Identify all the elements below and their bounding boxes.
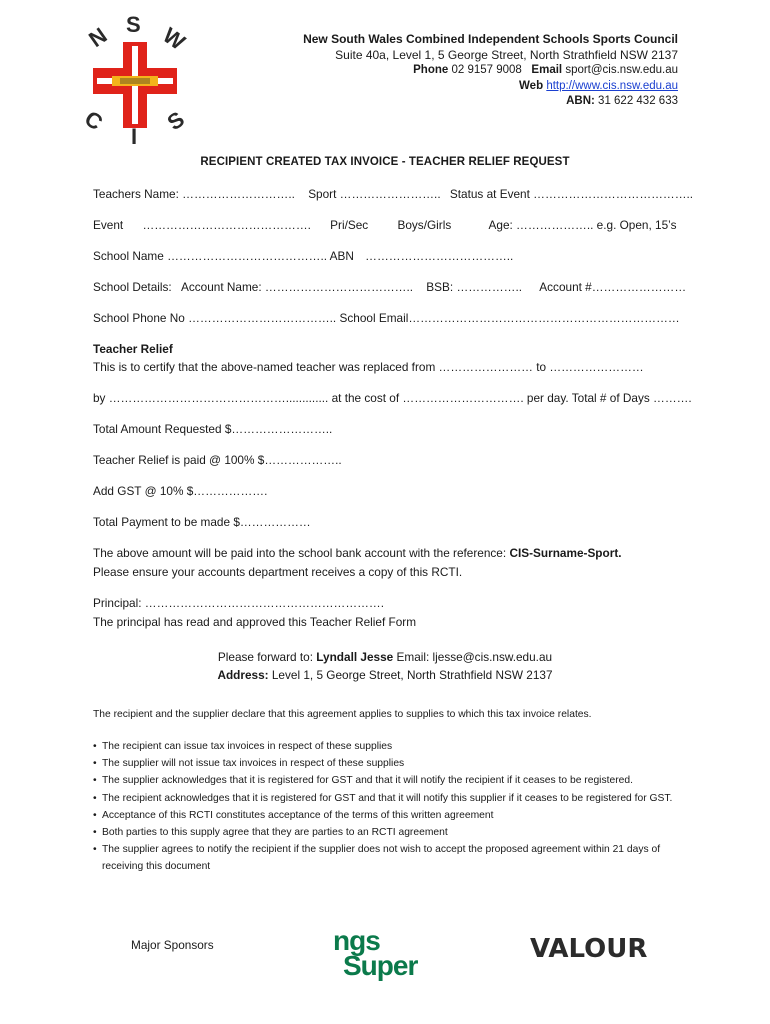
letterhead bbox=[303, 32, 678, 110]
forward-prefix: Please forward to: bbox=[217, 650, 317, 664]
org-address: Suite 40a, Level 1, 5 George Street, North Strathfield NSW 2137 bbox=[335, 47, 678, 62]
list-item: • The supplier will not issue tax invoices in respect of these supplies bbox=[93, 755, 693, 772]
paid-100-field[interactable]: Teacher Relief is paid @ 100% $……………….. bbox=[93, 453, 342, 467]
abn-line bbox=[303, 94, 678, 110]
school-phone-email-field[interactable]: School Phone No ……………………………….. School Email…………………………………………………………… bbox=[93, 311, 680, 325]
major-sponsors-label: Major Sponsors bbox=[131, 938, 214, 952]
email-value: sport@cis.nsw.edu.au bbox=[565, 64, 678, 76]
list-item: • Acceptance of this RCTI constitutes acceptance of the terms of this written agreement bbox=[93, 807, 693, 824]
forward-email: Email: ljesse@cis.nsw.edu.au bbox=[393, 650, 553, 664]
logo-letter-s2: S bbox=[162, 106, 189, 136]
contact-line bbox=[303, 63, 678, 79]
forward-address-line bbox=[0, 668, 770, 682]
abn-label: ABN: bbox=[566, 95, 595, 107]
prisec-field[interactable]: Pri/Sec bbox=[330, 218, 369, 232]
school-details-label: School Details: bbox=[93, 280, 172, 294]
boysgirls-field[interactable]: Boys/Girls bbox=[397, 218, 452, 232]
forward-contact-name: Lyndall Jesse bbox=[316, 650, 394, 664]
row-event bbox=[93, 218, 676, 232]
principal-field[interactable]: Principal: ……………………………………………………. bbox=[93, 596, 385, 610]
phone-value: 02 9157 9008 bbox=[451, 64, 522, 76]
list-item: • The recipient can issue tax invoices in respect of these supplies bbox=[93, 738, 693, 755]
row-school bbox=[93, 249, 513, 263]
org-name: New South Wales Combined Independent Schools Sports Council bbox=[303, 32, 678, 46]
total-payment-field[interactable]: Total Payment to be made $……………… bbox=[93, 515, 311, 529]
logo-letter-n: N bbox=[84, 22, 112, 53]
bsb-field[interactable]: BSB: …………….. bbox=[426, 280, 522, 294]
agreement-intro: The recipient and the supplier declare that this agreement applies to supplies to which this tax invoice relates. bbox=[93, 709, 592, 720]
status-field[interactable]: Status at Event ………………………………….. bbox=[449, 187, 694, 201]
account-number-field[interactable]: Account #…………………… bbox=[539, 280, 687, 294]
logo-letter-i: I bbox=[131, 124, 138, 147]
payment-reference: CIS-Surname-Sport. bbox=[509, 546, 622, 560]
age-field[interactable]: Age: ……………….. e.g. Open, 15’s bbox=[488, 218, 677, 232]
teacher-relief-heading: Teacher Relief bbox=[93, 342, 173, 356]
list-item: • The supplier acknowledges that it is registered for GST and that it will notify the recipient if it ceases to be registered. bbox=[93, 772, 693, 789]
row-school-details bbox=[93, 280, 686, 294]
account-name-field[interactable]: Account Name: ……………………………….. bbox=[180, 280, 414, 294]
paid-into-text: The above amount will be paid into the school bank account with the reference: bbox=[93, 546, 510, 560]
logo-letter-c: C bbox=[79, 105, 108, 136]
nsw-cis-logo bbox=[70, 12, 200, 147]
logo-letter-w: W bbox=[158, 22, 190, 55]
web-line bbox=[303, 79, 678, 95]
row-teacher bbox=[93, 187, 693, 201]
certify-line[interactable]: This is to certify that the above-named teacher was replaced from …………………… to …………………… bbox=[93, 360, 644, 374]
list-item: • The recipient acknowledges that it is registered for GST and that it will notify this supplier if it ceases to be registered for GST. bbox=[93, 790, 693, 807]
teachers-name-field[interactable]: Teachers Name: ……………………….. bbox=[93, 187, 295, 201]
agreement-list bbox=[93, 738, 693, 876]
school-name-field[interactable]: School Name ………………………………….. ABN bbox=[93, 249, 354, 263]
gst-field[interactable]: Add GST @ 10% $………………. bbox=[93, 484, 268, 498]
web-label: Web bbox=[519, 79, 544, 92]
address-label: Address: bbox=[217, 668, 269, 682]
document-title: RECIPIENT CREATED TAX INVOICE - TEACHER RELIEF REQUEST bbox=[200, 156, 570, 168]
paid-into-line bbox=[93, 544, 622, 563]
abn-value: 31 622 432 633 bbox=[598, 95, 678, 107]
school-abn-field[interactable]: ……………………………….. bbox=[365, 249, 514, 263]
list-item: • The supplier agrees to notify the recipient if the supplier does not wish to accept the proposed agreement within 21 days of receiving this document bbox=[93, 841, 693, 875]
phone-label: Phone bbox=[413, 64, 449, 76]
ngs-logo-bottom: Super bbox=[343, 950, 418, 981]
ensure-copy-text: Please ensure your accounts department receives a copy of this RCTI. bbox=[93, 565, 463, 579]
web-link[interactable]: http://www.cis.nsw.edu.au bbox=[546, 79, 678, 92]
email-label: Email bbox=[531, 64, 563, 76]
event-field[interactable]: ……………………………………. bbox=[142, 218, 311, 232]
principal-approval-text: The principal has read and approved this Teacher Relief Form bbox=[93, 615, 417, 629]
ngs-logo-top: ngs bbox=[333, 925, 380, 956]
list-item: • Both parties to this supply agree that they are parties to an RCTI agreement bbox=[93, 824, 693, 841]
logo-letter-s: S bbox=[126, 12, 141, 37]
sport-field[interactable]: Sport …………………….. bbox=[308, 187, 441, 201]
valour-logo: VALOUR bbox=[530, 934, 648, 964]
event-label: Event bbox=[93, 218, 124, 232]
total-requested-field[interactable]: Total Amount Requested $…………………….. bbox=[93, 422, 333, 436]
ngs-super-logo bbox=[333, 925, 418, 981]
forward-address: Level 1, 5 George Street, North Strathfield NSW 2137 bbox=[268, 668, 553, 682]
by-cost-line[interactable]: by ………………………………………............. at the cost of …………………………. per day. Total # of Days ………. bbox=[93, 391, 692, 405]
forward-line bbox=[0, 650, 770, 664]
